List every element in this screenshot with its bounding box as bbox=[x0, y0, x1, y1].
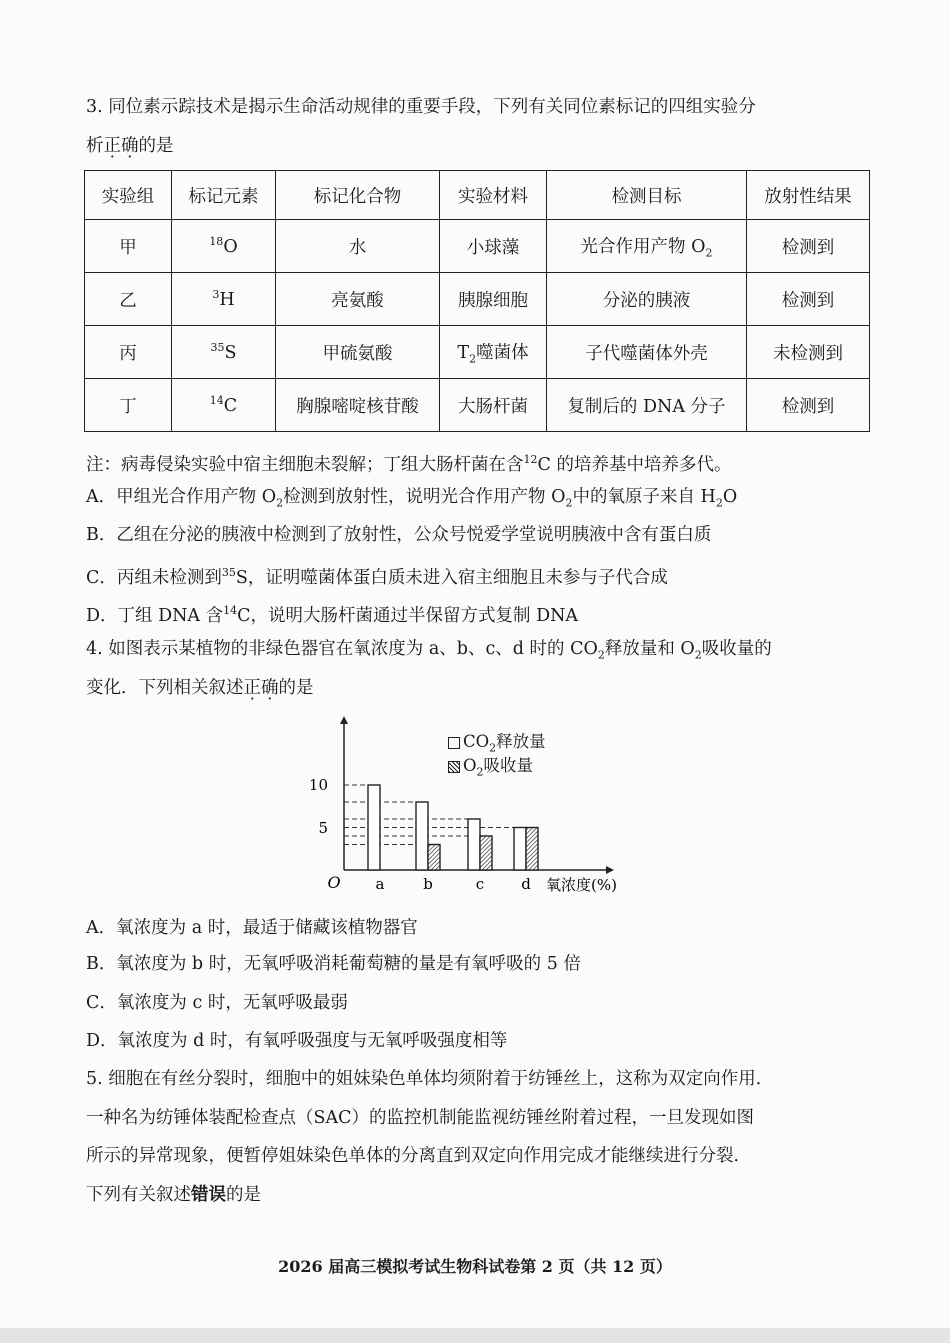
result-cell: 检测到 bbox=[747, 273, 870, 326]
material-text: 噬菌体 bbox=[476, 342, 529, 363]
q3-stem-line2 bbox=[86, 133, 174, 159]
header-cell: 检测目标 bbox=[547, 171, 747, 220]
q3-option-d[interactable] bbox=[86, 598, 578, 629]
table-row bbox=[85, 220, 870, 273]
isotope-mass: 35 bbox=[210, 341, 225, 355]
stem-text: 的是 bbox=[226, 1185, 261, 1205]
result-cell: 未检测到 bbox=[747, 326, 870, 379]
q4-emph-char2: 确 bbox=[261, 678, 279, 698]
isotope-mass: 18 bbox=[209, 235, 224, 249]
legend-o2-sub: 2 bbox=[476, 765, 484, 779]
material-prefix: T bbox=[457, 342, 470, 363]
x-tick-label: c bbox=[475, 875, 485, 893]
q5-stem-line1: 5. 细胞在有丝分裂时，细胞中的姐妹染色单体均须附着于纺锤丝上，这称为双定向作用． bbox=[86, 1069, 774, 1089]
y-tick-label: 5 bbox=[318, 819, 328, 837]
q3-stem-post: 的是 bbox=[138, 136, 174, 156]
group-cell: 乙 bbox=[85, 273, 172, 326]
q5-stem-line3: 所示的异常现象，便暂停姐妹染色单体的分离直到双定向作用完成才能继续进行分裂． bbox=[86, 1146, 751, 1166]
legend-o2 bbox=[448, 752, 533, 778]
stem-sub: 2 bbox=[694, 648, 702, 662]
material-sub: 2 bbox=[469, 352, 477, 366]
legend-o2-text: 吸收量 bbox=[483, 756, 534, 775]
respiration-bar-chart bbox=[300, 712, 640, 901]
x-tick-label: b bbox=[423, 875, 433, 893]
co2-release-bar bbox=[468, 819, 480, 870]
header-cell: 实验组 bbox=[85, 171, 172, 220]
o2-uptake-bar bbox=[526, 828, 538, 871]
q5-stem-line4 bbox=[86, 1182, 261, 1208]
legend-co2 bbox=[448, 728, 546, 754]
element-symbol: C bbox=[223, 395, 238, 416]
y-tick-label: 10 bbox=[308, 776, 328, 794]
o2-uptake-bar bbox=[428, 845, 440, 871]
opt-text: S，证明噬菌体蛋白质未进入宿主细胞且未参与子代合成 bbox=[235, 567, 668, 588]
table-row bbox=[85, 379, 870, 432]
scan-edge bbox=[0, 1328, 950, 1343]
note-text-post: C 的培养基中培养多代。 bbox=[537, 454, 732, 475]
element-symbol: S bbox=[224, 342, 237, 363]
q3-option-b[interactable]: B．乙组在分泌的胰液中检测到了放射性，公众号悦爱学堂说明胰液中含有蛋白质 bbox=[86, 525, 712, 545]
header-cell: 标记化合物 bbox=[276, 171, 440, 220]
x-tick-label: d bbox=[521, 875, 531, 893]
opt-sub: 2 bbox=[565, 496, 573, 510]
table-row bbox=[85, 326, 870, 379]
note-text: 注：病毒侵染实验中宿主细胞未裂解；丁组大肠杆菌在含 bbox=[86, 454, 524, 475]
legend-o2-swatch bbox=[448, 761, 460, 773]
opt-sup: 35 bbox=[221, 566, 236, 579]
q4-option-c[interactable]: C．氧浓度为 c 时，无氧呼吸最弱 bbox=[86, 993, 348, 1013]
material-cell bbox=[440, 326, 547, 379]
isotope-experiment-table bbox=[84, 170, 870, 432]
compound-cell: 甲硫氨酸 bbox=[276, 326, 440, 379]
material-cell: 胰腺细胞 bbox=[440, 273, 547, 326]
isotope-mass: 3 bbox=[212, 288, 220, 302]
legend-co2-text: 释放量 bbox=[496, 732, 546, 751]
stem-text: 的是 bbox=[278, 678, 314, 698]
q4-option-d[interactable]: D．氧浓度为 d 时，有氧呼吸强度与无氧呼吸强度相等 bbox=[86, 1031, 508, 1051]
stem-text: 变化．下列相关叙述 bbox=[86, 678, 244, 698]
o2-uptake-bar bbox=[480, 836, 492, 870]
opt-sub: 2 bbox=[276, 496, 284, 510]
page-footer: 2026 届高三模拟考试生物科试卷第 2 页（共 12 页） bbox=[278, 1257, 672, 1276]
q3-option-c[interactable] bbox=[86, 560, 668, 591]
group-cell: 丁 bbox=[85, 379, 172, 432]
isotope-mass: 14 bbox=[209, 394, 224, 408]
x-axis-label: 氧浓度(%) bbox=[546, 876, 617, 894]
element-cell bbox=[172, 220, 276, 273]
origin-label: O bbox=[327, 873, 341, 892]
opt-text: 中的氧原子来自 H bbox=[572, 487, 716, 507]
co2-release-bar bbox=[416, 802, 428, 870]
x-tick-label: a bbox=[375, 875, 385, 893]
target-cell: 子代噬菌体外壳 bbox=[547, 326, 747, 379]
target-cell: 分泌的胰液 bbox=[547, 273, 747, 326]
opt-text: C，说明大肠杆菌通过半保留方式复制 DNA bbox=[237, 605, 579, 626]
stem-text: 释放量和 O bbox=[604, 639, 695, 659]
group-cell: 丙 bbox=[85, 326, 172, 379]
material-cell: 大肠杆菌 bbox=[440, 379, 547, 432]
q3-option-a[interactable] bbox=[86, 484, 737, 517]
header-cell: 实验材料 bbox=[440, 171, 547, 220]
q3-emph-char2: 确 bbox=[121, 136, 139, 156]
target-cell bbox=[547, 220, 747, 273]
opt-text: C．丙组未检测到 bbox=[86, 567, 222, 588]
element-symbol: O bbox=[223, 236, 238, 257]
legend-co2-swatch bbox=[448, 737, 460, 749]
q3-stem-pre: 析 bbox=[86, 136, 104, 156]
legend-co2-sub: 2 bbox=[489, 741, 497, 755]
element-symbol: H bbox=[219, 289, 235, 310]
q4-emph-char1: 正 bbox=[243, 678, 261, 698]
q4-option-b[interactable]: B．氧浓度为 b 时，无氧呼吸消耗葡萄糖的量是有氧呼吸的 5 倍 bbox=[86, 954, 581, 974]
result-cell: 检测到 bbox=[747, 379, 870, 432]
q3-stem-line1: 3. 同位素示踪技术是揭示生命活动规律的重要手段，下列有关同位素标记的四组实验分 bbox=[86, 97, 756, 117]
target-cell: 复制后的 DNA 分子 bbox=[547, 379, 747, 432]
q4-stem-line1 bbox=[86, 636, 772, 669]
opt-text: 检测到放射性，说明光合作用产物 O bbox=[283, 487, 566, 507]
q3-note bbox=[86, 447, 731, 478]
header-cell: 标记元素 bbox=[172, 171, 276, 220]
q5-stem-line2: 一种名为纺锤体装配检查点（SAC）的监控机制能监视纺锤丝附着过程，一旦发现如图 bbox=[86, 1108, 755, 1128]
table-header-row bbox=[85, 171, 870, 220]
stem-text: 4. 如图表示某植物的非绿色器官在氧浓度为 a、b、c、d 时的 CO bbox=[86, 639, 598, 659]
co2-release-bar bbox=[368, 785, 380, 870]
compound-cell: 水 bbox=[276, 220, 440, 273]
opt-text: O bbox=[722, 487, 738, 507]
opt-sub: 2 bbox=[715, 496, 723, 510]
group-cell: 甲 bbox=[85, 220, 172, 273]
opt-sup: 14 bbox=[223, 604, 238, 617]
result-cell: 检测到 bbox=[747, 220, 870, 273]
opt-text: D．丁组 DNA 含 bbox=[86, 605, 224, 626]
x-axis-arrow bbox=[606, 866, 614, 874]
target-text: 光合作用产物 O bbox=[580, 236, 706, 257]
co2-release-bar bbox=[514, 828, 526, 871]
legend-co2-label: CO bbox=[463, 732, 490, 751]
compound-cell: 亮氨酸 bbox=[276, 273, 440, 326]
material-cell: 小球藻 bbox=[440, 220, 547, 273]
element-cell bbox=[172, 379, 276, 432]
q3-emph-char1: 正 bbox=[103, 136, 121, 156]
q5-emphasis: 错误 bbox=[191, 1185, 226, 1205]
stem-text: 下列有关叙述 bbox=[86, 1185, 191, 1205]
y-axis-arrow bbox=[340, 716, 348, 724]
target-sub: 2 bbox=[705, 246, 713, 260]
stem-text: 吸收量的 bbox=[701, 639, 772, 659]
legend-o2-label: O bbox=[463, 756, 477, 775]
note-sup: 12 bbox=[523, 453, 538, 466]
table-row bbox=[85, 273, 870, 326]
header-cell: 放射性结果 bbox=[747, 171, 870, 220]
q4-option-a[interactable]: A．氧浓度为 a 时，最适于储藏该植物器官 bbox=[86, 918, 418, 938]
element-cell bbox=[172, 273, 276, 326]
compound-cell: 胸腺嘧啶核苷酸 bbox=[276, 379, 440, 432]
opt-text: A．甲组光合作用产物 O bbox=[86, 487, 277, 507]
element-cell bbox=[172, 326, 276, 379]
q4-stem-line2 bbox=[86, 675, 314, 701]
stem-sub: 2 bbox=[597, 648, 605, 662]
